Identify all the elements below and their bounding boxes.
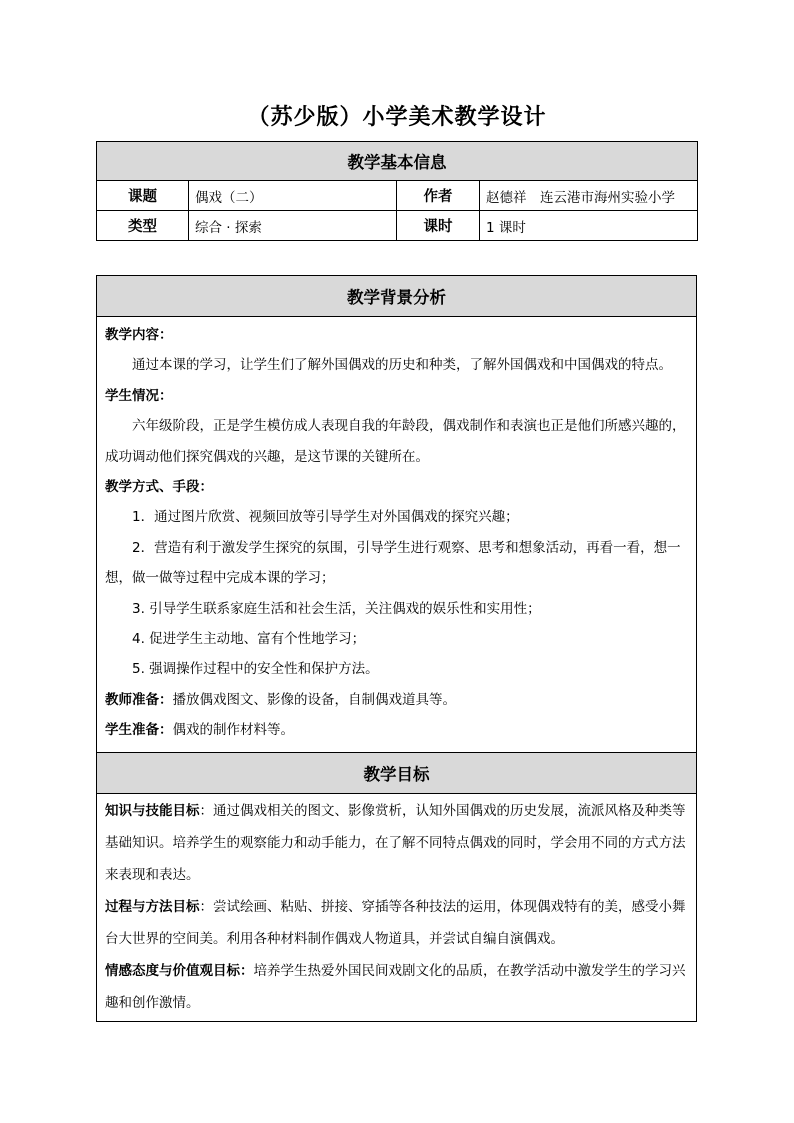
teacher-prep-text: 播放偶戏图文、影像的设备，自制偶戏道具等。 — [172, 691, 456, 708]
student-label: 学生情况： — [105, 387, 173, 404]
emotion-text: 培养学生热爱外国民间戏剧文化的品质，在教学活动中激发学生的学习兴趣和创作激情。 — [105, 962, 686, 1011]
background-content — [97, 317, 697, 753]
background-heading: 教学背景分析 — [97, 276, 697, 317]
hours-label: 课时 — [397, 211, 480, 241]
student-prep-label: 学生准备： — [105, 722, 173, 739]
goals-heading: 教学目标 — [97, 752, 697, 793]
teacher-prep — [105, 685, 688, 715]
topic-label: 课题 — [97, 181, 189, 211]
method-item: 1．通过图片欣赏、视频回放等引导学生对外国偶戏的探究兴趣； — [132, 509, 519, 526]
type-label: 类型 — [97, 211, 189, 241]
methods-label: 教学方式、手段： — [105, 479, 213, 496]
emotion-goal — [105, 955, 688, 1019]
process-goal — [105, 891, 688, 955]
method-item: 5. 强调操作过程中的安全性和保护方法。 — [132, 661, 379, 678]
author-value: 赵德祥 连云港市海州实验小学 — [480, 181, 698, 211]
analysis-table — [96, 275, 697, 1022]
goals-content — [97, 793, 697, 1021]
process-text: ：尝试绘画、粘贴、拼接、穿插等各种技法的运用，体现偶戏特有的美，感受小舞台大世界的空间美。利用各种材料制作偶戏人物道具，并尝试自编自演偶戏。 — [105, 898, 686, 947]
hours-value: 1 课时 — [480, 211, 698, 241]
emotion-label: 情感态度与价值观目标： — [105, 962, 254, 979]
basic-info-heading: 教学基本信息 — [97, 142, 698, 181]
type-value: 综合 · 探索 — [189, 211, 397, 241]
knowledge-text: ：通过偶戏相关的图文、影像赏析，认知外国偶戏的历史发展，流派风格及种类等基础知识。培养学生的观察能力和动手能力，在了解不同特点偶戏的同时，学会用不同的方式方法来表现和表达。 — [105, 802, 686, 883]
content-label: 教学内容： — [105, 327, 173, 343]
method-item: 4. 促进学生主动地、富有个性地学习； — [132, 631, 366, 648]
knowledge-label: 知识与技能目标 — [105, 802, 200, 819]
student-prep-text: 偶戏的制作材料等。 — [172, 722, 294, 739]
student-text: 六年级阶段，正是学生模仿成人表现自我的年龄段，偶戏制作和表演也正是他们所感兴趣的，成功调动他们探究偶戏的兴趣，是这节课的关键所在。 — [105, 418, 686, 465]
content-text: 通过本课的学习，让学生们了解外国偶戏的历史和种类，了解外国偶戏和中国偶戏的特点。 — [132, 357, 672, 374]
topic-value: 偶戏（二） — [189, 181, 397, 211]
page-title: （苏少版）小学美术教学设计 — [247, 105, 547, 130]
author-label: 作者 — [397, 181, 480, 211]
basic-info-table — [96, 141, 698, 241]
knowledge-goal — [105, 795, 688, 891]
process-label: 过程与方法目标 — [105, 898, 200, 915]
method-item: 2．营造有利于激发学生探究的氛围，引导学生进行观察、思考和想象活动，再看一看，想一想，做一做等过程中完成本课的学习； — [105, 539, 681, 587]
teacher-prep-label: 教师准备： — [105, 691, 173, 708]
student-prep — [105, 715, 688, 745]
method-item: 3. 引导学生联系家庭生活和社会生活，关注偶戏的娱乐性和实用性； — [132, 600, 541, 617]
